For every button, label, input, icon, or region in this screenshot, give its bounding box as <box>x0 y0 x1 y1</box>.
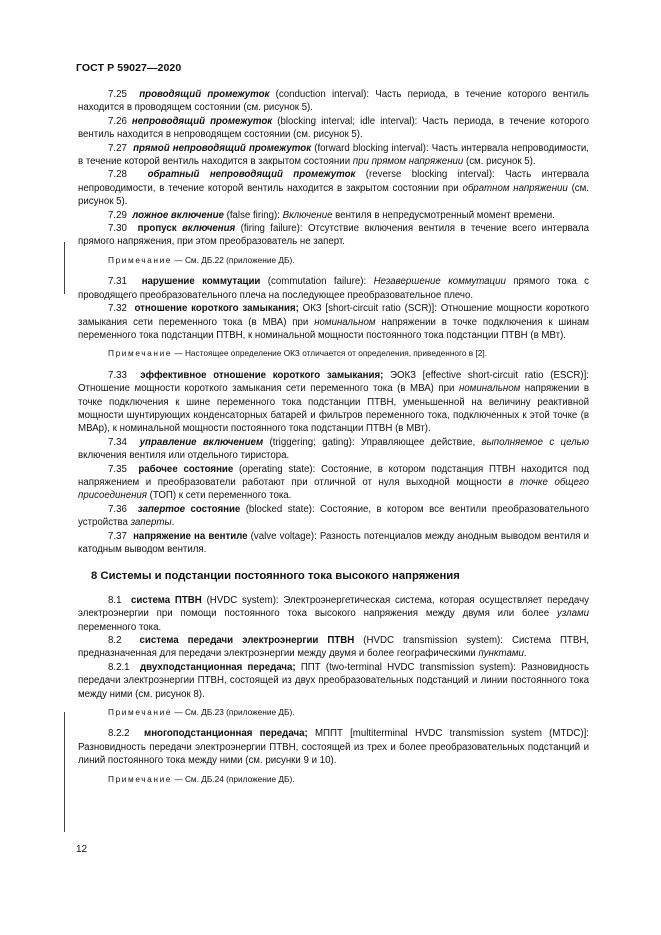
term: проводящий промежуток <box>139 89 270 100</box>
clause-7-28: 7.28 обратный непроводящий промежуток (reverse blocking interval): Часть интервала непроводимости, в течение которой вентиль находится в закрытом состоянии при обратном напряжении (см. рисунок 5). <box>78 169 589 208</box>
note-7-30: Примечание — См. ДБ.22 (приложение ДБ). <box>108 254 295 265</box>
document-header: ГОСТ Р 59027—2020 <box>76 62 182 74</box>
term: рабочее состояние <box>138 463 234 475</box>
note-8-2-2: Примечание — См. ДБ.24 (приложение ДБ). <box>108 773 295 784</box>
term: система передачи электроэнергии ПТВН <box>139 635 355 647</box>
clause-7-27: 7.27 прямой непроводящий промежуток (forward blocking interval): Часть интервала непроводимости, в течение которой вентиль находится в закрытом состоянии при прямом напряжении (см. рисунок 5). <box>78 142 589 168</box>
clause-8-2-2: 8.2.2 многоподстанционная передача; МППТ [multiterminal HVDC transmission system (MTDC)]: Разновидность передачи электроэнергии ПТВН, состоящей из трех и более преобразовательных подстанций и линий постоянного тока между ними (см. рисунки 9 и 10). <box>78 728 589 767</box>
clause-7-26: 7.26 непроводящий промежуток (blocking interval; idle interval): Часть периода, в течение которого вентиль находится в непроводящем состоянии (см. рисунок 5). <box>78 115 589 141</box>
term: напряжение на вентиле <box>133 530 248 542</box>
page-body <box>78 88 589 794</box>
term: система ПТВН <box>131 594 202 606</box>
term: двухподстанционная передача; <box>139 661 296 673</box>
change-bar <box>64 712 65 832</box>
clause-7-33: 7.33 эффективное отношение короткого замыкания; ЭОКЗ [effective short-circuit ratio (ESCR)]: Отношение мощности короткого замыкания сети переменного тока (в МВА) при номинальном напряжении в точке подключения к шине переменного тока подстанции ПТВН, уменьшенной на величину реактивной мощности шунтирующих конденсаторных батарей и фильтров переменного тока, подключенных к этой точке (в МВАр), к номинальной мощности постоянного тока подстанции ПТВН (в МВт). <box>78 369 589 435</box>
note-7-32: Примечание — Настоящее определение ОКЗ отличается от определения, приведенного в [2]. <box>108 348 488 359</box>
change-bar <box>64 242 65 294</box>
page-number: 12 <box>76 844 88 855</box>
clause-7-25: 7.25 проводящий промежуток (conduction interval): Часть периода, в течение которого вентиль находится в проводящем состоянии (см. рисунок 5). <box>78 89 589 114</box>
clause-7-37: 7.37 напряжение на вентиле (valve voltage): Разность потенциалов между анодным выводом вентиля и катодным выводом вентиля. <box>78 530 589 555</box>
clause-8-1: 8.1 система ПТВН (HVDC system): Электроэнергетическая система, которая осуществляет передачу электроэнергии при помощи постоянного тока высокого напряжения между двумя или более узлами переменного тока. <box>78 594 589 633</box>
term: прямой непроводящий промежуток <box>133 142 312 154</box>
clause-7-35: 7.35 рабочее состояние (operating state): Состояние, в котором подстанция ПТВН находится под напряжением и преобразователи работают при отличной от нуля выходной мощности в точке общего присоединения (ТОП) к сети переменного тока. <box>78 463 590 502</box>
term: эффективное отношение короткого замыкания; <box>140 369 384 381</box>
section-heading: 8 Системы и подстанции постоянного тока высокого напряжения <box>91 570 460 583</box>
term: непроводящий промежуток <box>131 115 273 127</box>
term: отношение короткого замыкания; <box>134 303 299 315</box>
clause-7-31: 7.31 нарушение коммутации (commutation failure): Незавершение коммутации прямого тока с проводящего преобразовательного плеча на последующее преобразовательное плечо. <box>78 276 590 301</box>
term: запертое <box>137 503 186 515</box>
term: ложное включение <box>132 209 224 221</box>
clause-8-2: 8.2 система передачи электроэнергии ПТВН (HVDC transmission system): Система ПТВН, предназначенная для передачи электроэнергии между двумя и более географическими пунктами. <box>78 635 590 660</box>
term: нарушение коммутации <box>141 276 261 288</box>
clause-7-30: 7.30 пропуск включения (firing failure): Отсутствие включения вентиля в течение всего интервала прямого напряжения, при этом преобразователь не заперт. <box>78 223 589 248</box>
clause-7-29: 7.29 ложное включение (false firing): Включение вентиля в непредусмотренный момент времени. <box>108 209 555 221</box>
note-8-2-1: Примечание — См. ДБ.23 (приложение ДБ). <box>108 707 295 718</box>
term: обратный непроводящий промежуток <box>147 169 356 181</box>
clause-7-32: 7.32 отношение короткого замыкания; ОКЗ [short-circuit ratio (SCR)]: Отношение мощности короткого замыкания сети переменного тока (в МВА) при номинальном напряжении в точке подключения к шинам переменного тока подстанции ПТВН, к номинальной мощности постоянного тока подстанции ПТВН (в МВт). <box>78 303 590 341</box>
clause-7-36: 7.36 запертое состояние (blocked state): Состояние, в котором все вентили преобразовательного устройства заперты. <box>78 503 589 529</box>
clause-7-34: 7.34 управление включением (triggering; gating): Управляющее действие, выполняемое с целью включения вентиля или отдельного тиристора. <box>78 436 590 462</box>
clause-8-2-1: 8.2.1 двухподстанционная передача; ППТ (two-terminal HVDC transmission system): Разновидность передачи электроэнергии ПТВН, состоящей из двух преобразовательных подстанций и линии постоянного тока между ними (см. рисунок 8). <box>78 661 589 700</box>
term: многоподстанционная передача; <box>144 728 308 740</box>
term: управление включением <box>139 436 264 448</box>
term: пропуск <box>137 223 177 235</box>
